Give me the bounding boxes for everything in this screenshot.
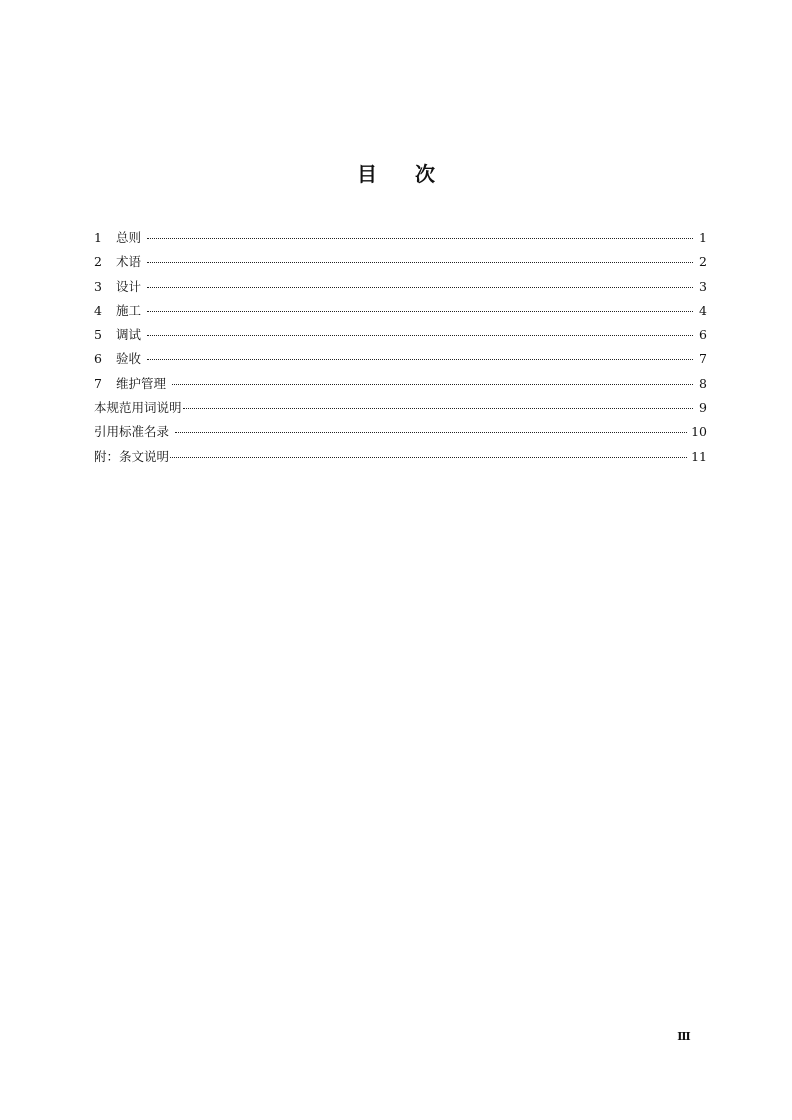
toc-entry-page: 11 — [691, 448, 707, 464]
toc-dot-leader — [147, 301, 693, 315]
toc-entry-page: 1 — [699, 230, 707, 245]
toc-dot-leader — [147, 349, 693, 363]
toc-entry-title: 维护管理 — [116, 375, 167, 391]
table-of-contents — [94, 228, 707, 471]
toc-entry-terms[interactable] — [94, 252, 707, 276]
toc-entry-page: 4 — [699, 302, 707, 318]
toc-entry-title: 设计 — [116, 278, 142, 294]
toc-entry-page: 9 — [699, 400, 707, 416]
toc-entry-referenced-standards[interactable] — [94, 422, 707, 446]
toc-dot-leader — [170, 447, 687, 461]
toc-entry-maintenance[interactable] — [94, 374, 707, 398]
page-number: Ⅲ — [677, 1030, 691, 1043]
toc-entry-page: 8 — [699, 375, 707, 391]
toc-entry-number: 1 — [94, 230, 102, 245]
toc-entry-number: 6 — [94, 351, 102, 367]
toc-dot-leader — [147, 325, 693, 339]
toc-dot-leader — [147, 277, 693, 291]
toc-dot-leader — [172, 374, 693, 388]
toc-entry-page: 7 — [699, 351, 707, 367]
toc-entry-design[interactable] — [94, 277, 707, 301]
toc-entry-construction[interactable] — [94, 301, 707, 325]
toc-entry-title: 附：条文说明 — [94, 448, 170, 464]
toc-entry-page: 10 — [691, 424, 707, 440]
toc-entry-title: 术语 — [116, 254, 142, 270]
toc-dot-leader — [175, 422, 687, 436]
toc-entry-number: 3 — [94, 278, 102, 294]
toc-entry-general-provisions[interactable] — [94, 228, 707, 252]
toc-entry-number: 2 — [94, 254, 102, 270]
toc-dot-leader — [183, 398, 693, 412]
toc-entry-number: 7 — [94, 375, 102, 391]
toc-entry-clause-explanation[interactable] — [94, 447, 707, 471]
toc-entry-title: 本规范用词说明 — [94, 400, 182, 416]
toc-entry-commissioning[interactable] — [94, 325, 707, 349]
toc-entry-title: 验收 — [116, 351, 142, 367]
toc-entry-title: 引用标准名录 — [94, 424, 170, 440]
toc-dot-leader — [147, 228, 693, 242]
toc-entry-page: 6 — [699, 327, 707, 343]
toc-entry-acceptance[interactable] — [94, 349, 707, 373]
toc-entry-page: 2 — [699, 254, 707, 270]
toc-dot-leader — [147, 252, 693, 266]
toc-entry-title: 总则 — [116, 230, 142, 245]
toc-entry-page: 3 — [699, 278, 707, 294]
toc-entry-title: 调试 — [116, 327, 142, 343]
toc-entry-number: 4 — [94, 302, 102, 318]
toc-entry-title: 施工 — [116, 302, 142, 318]
toc-entry-wording-explanation[interactable] — [94, 398, 707, 422]
page-title: 目次 — [357, 162, 473, 186]
toc-entry-number: 5 — [94, 327, 102, 343]
